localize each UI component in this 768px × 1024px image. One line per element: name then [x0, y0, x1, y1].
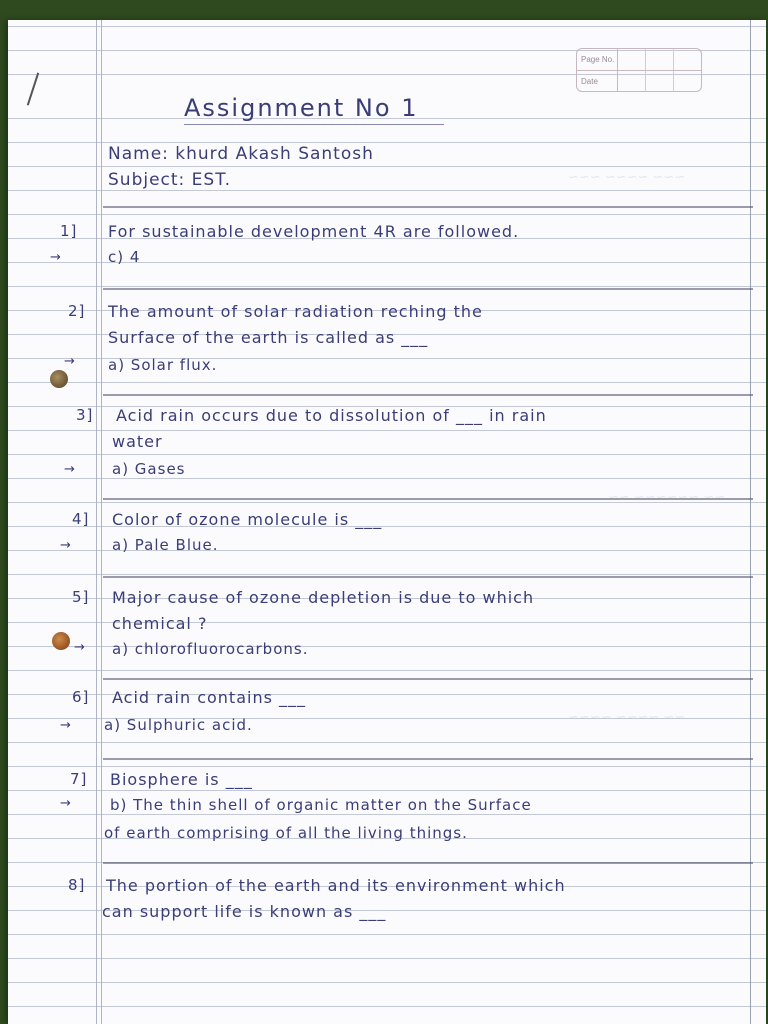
separator-line: [103, 498, 753, 500]
arrow-icon: →: [60, 796, 71, 811]
question-number: 5]: [72, 588, 90, 606]
arrow-icon: →: [60, 718, 71, 733]
name-line: Name: khurd Akash Santosh: [108, 144, 374, 164]
question-text: Color of ozone molecule is ___: [112, 510, 383, 529]
bleed-through-text: ~~ ~~~~ ~~~~: [568, 710, 686, 725]
answer-text: c) 4: [108, 248, 141, 266]
question-number: 4]: [72, 510, 90, 528]
separator-line: [103, 678, 753, 680]
separator-line: [103, 758, 753, 760]
arrow-icon: →: [74, 640, 85, 655]
answer-text: a) Sulphuric acid.: [104, 716, 253, 734]
margin-line-left: [96, 20, 97, 1024]
question-text: can support life is known as ___: [102, 902, 387, 921]
separator-line: [103, 862, 753, 864]
subject-line: Subject: EST.: [108, 170, 231, 190]
question-text: Biosphere is ___: [110, 770, 253, 789]
question-text: Major cause of ozone depletion is due to which: [112, 588, 535, 607]
answer-text: b) The thin shell of organic matter on the Surface: [110, 796, 532, 814]
page-no-label: Page No.: [577, 49, 618, 70]
arrow-icon: →: [50, 250, 61, 265]
question-text: chemical ?: [112, 614, 208, 633]
answer-text-continued: of earth comprising of all the living things.: [104, 824, 468, 842]
question-number: 1]: [60, 222, 78, 240]
page-title: Assignment No 1: [184, 94, 419, 122]
question-text: The amount of solar radiation reching the: [108, 302, 483, 321]
question-text: For sustainable development 4R are followed.: [108, 222, 520, 241]
page-spot: [52, 632, 70, 650]
question-text: water: [112, 432, 163, 451]
separator-line: [103, 206, 753, 208]
bleed-through-text: ~~~ ~~~~ ~~~: [568, 170, 686, 185]
separator-line: [103, 576, 753, 578]
margin-line-left-inner: [101, 20, 102, 1024]
question-number: 2]: [68, 302, 86, 320]
question-text: Acid rain occurs due to dissolution of ___ in rain: [116, 406, 547, 425]
question-text: Surface of the earth is called as ___: [108, 328, 429, 347]
separator-line: [103, 288, 753, 290]
question-number: 3]: [76, 406, 94, 424]
answer-text: a) Solar flux.: [108, 356, 218, 374]
answer-text: a) chlorofluorocarbons.: [112, 640, 309, 658]
arrow-icon: →: [60, 538, 71, 553]
arrow-icon: →: [64, 354, 75, 369]
title-underline: [184, 124, 444, 125]
date-label: Date: [577, 71, 618, 92]
answer-text: a) Gases: [112, 460, 186, 478]
question-number: 8]: [68, 876, 86, 894]
page-spot: [50, 370, 68, 388]
margin-line-right: [750, 20, 751, 1024]
pen-stroke-mark: [27, 73, 39, 106]
page-number-date-box: [576, 48, 702, 92]
question-number: 7]: [70, 770, 88, 788]
notebook-page: [8, 20, 766, 1024]
question-text: The portion of the earth and its environment which: [106, 876, 566, 895]
answer-text: a) Pale Blue.: [112, 536, 219, 554]
arrow-icon: →: [64, 462, 75, 477]
separator-line: [103, 394, 753, 396]
question-number: 6]: [72, 688, 90, 706]
question-text: Acid rain contains ___: [112, 688, 307, 707]
